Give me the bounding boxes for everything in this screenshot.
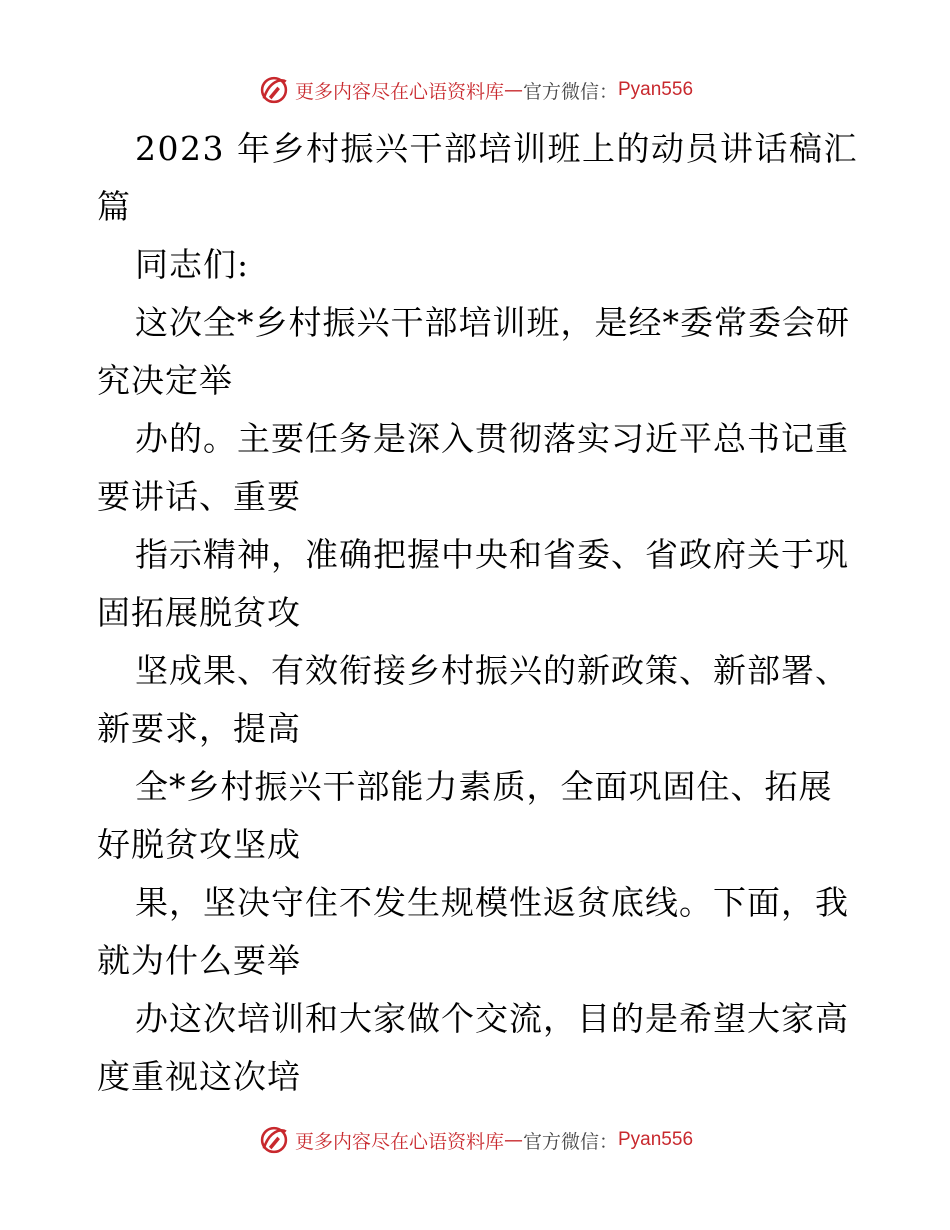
paragraph-line: 就为什么要举 [97,941,301,980]
paragraph-line: 好脱贫攻坚成 [97,825,301,864]
paragraph-line: 指示精神，准确把握中央和省委、省政府关于巩 [135,535,849,574]
watermark-brand: 更多内容尽在心语资料库 [294,1130,504,1153]
watermark-brand: 更多内容尽在心语资料库 [294,80,504,103]
paragraph-line: 究决定举 [97,361,233,400]
watermark-id: Pyan556 [618,1129,694,1150]
watermark-label: 官方微信： [522,1130,618,1153]
paragraph-line: 办这次培训和大家做个交流，目的是希望大家高 [135,999,849,1038]
paragraph-line: 全*乡村振兴干部能力素质，全面巩固住、拓展 [135,767,833,806]
header-watermark [0,70,950,110]
document-title-line-2: 篇 [97,187,131,226]
paragraph-line: 固拓展脱贫攻 [97,593,301,632]
paragraph-line: 这次全*乡村振兴干部培训班，是经*委常委会研 [135,303,850,342]
watermark-id: Pyan556 [618,79,694,100]
watermark-dash: — [503,1129,523,1151]
document-body [97,120,857,1106]
pen-swirl-logo-icon [257,1123,291,1157]
pen-swirl-logo-icon [257,73,291,107]
paragraph-line: 度重视这次培 [97,1057,301,1096]
paragraph-line: 新要求，提高 [97,709,301,748]
footer-watermark [0,1120,950,1160]
paragraph-line: 要讲话、重要 [97,477,301,516]
paragraph-line: 坚成果、有效衔接乡村振兴的新政策、新部署、 [135,651,849,690]
paragraph-line: 办的。主要任务是深入贯彻落实习近平总书记重 [135,419,849,458]
salutation: 同志们: [135,245,250,284]
document-title-line-1: 2023 年乡村振兴干部培训班上的动员讲话稿汇 [135,129,858,168]
paragraph-line: 果，坚决守住不发生规模性返贫底线。下面，我 [135,883,849,922]
watermark-dash: — [503,79,523,101]
watermark-label: 官方微信： [522,80,618,103]
